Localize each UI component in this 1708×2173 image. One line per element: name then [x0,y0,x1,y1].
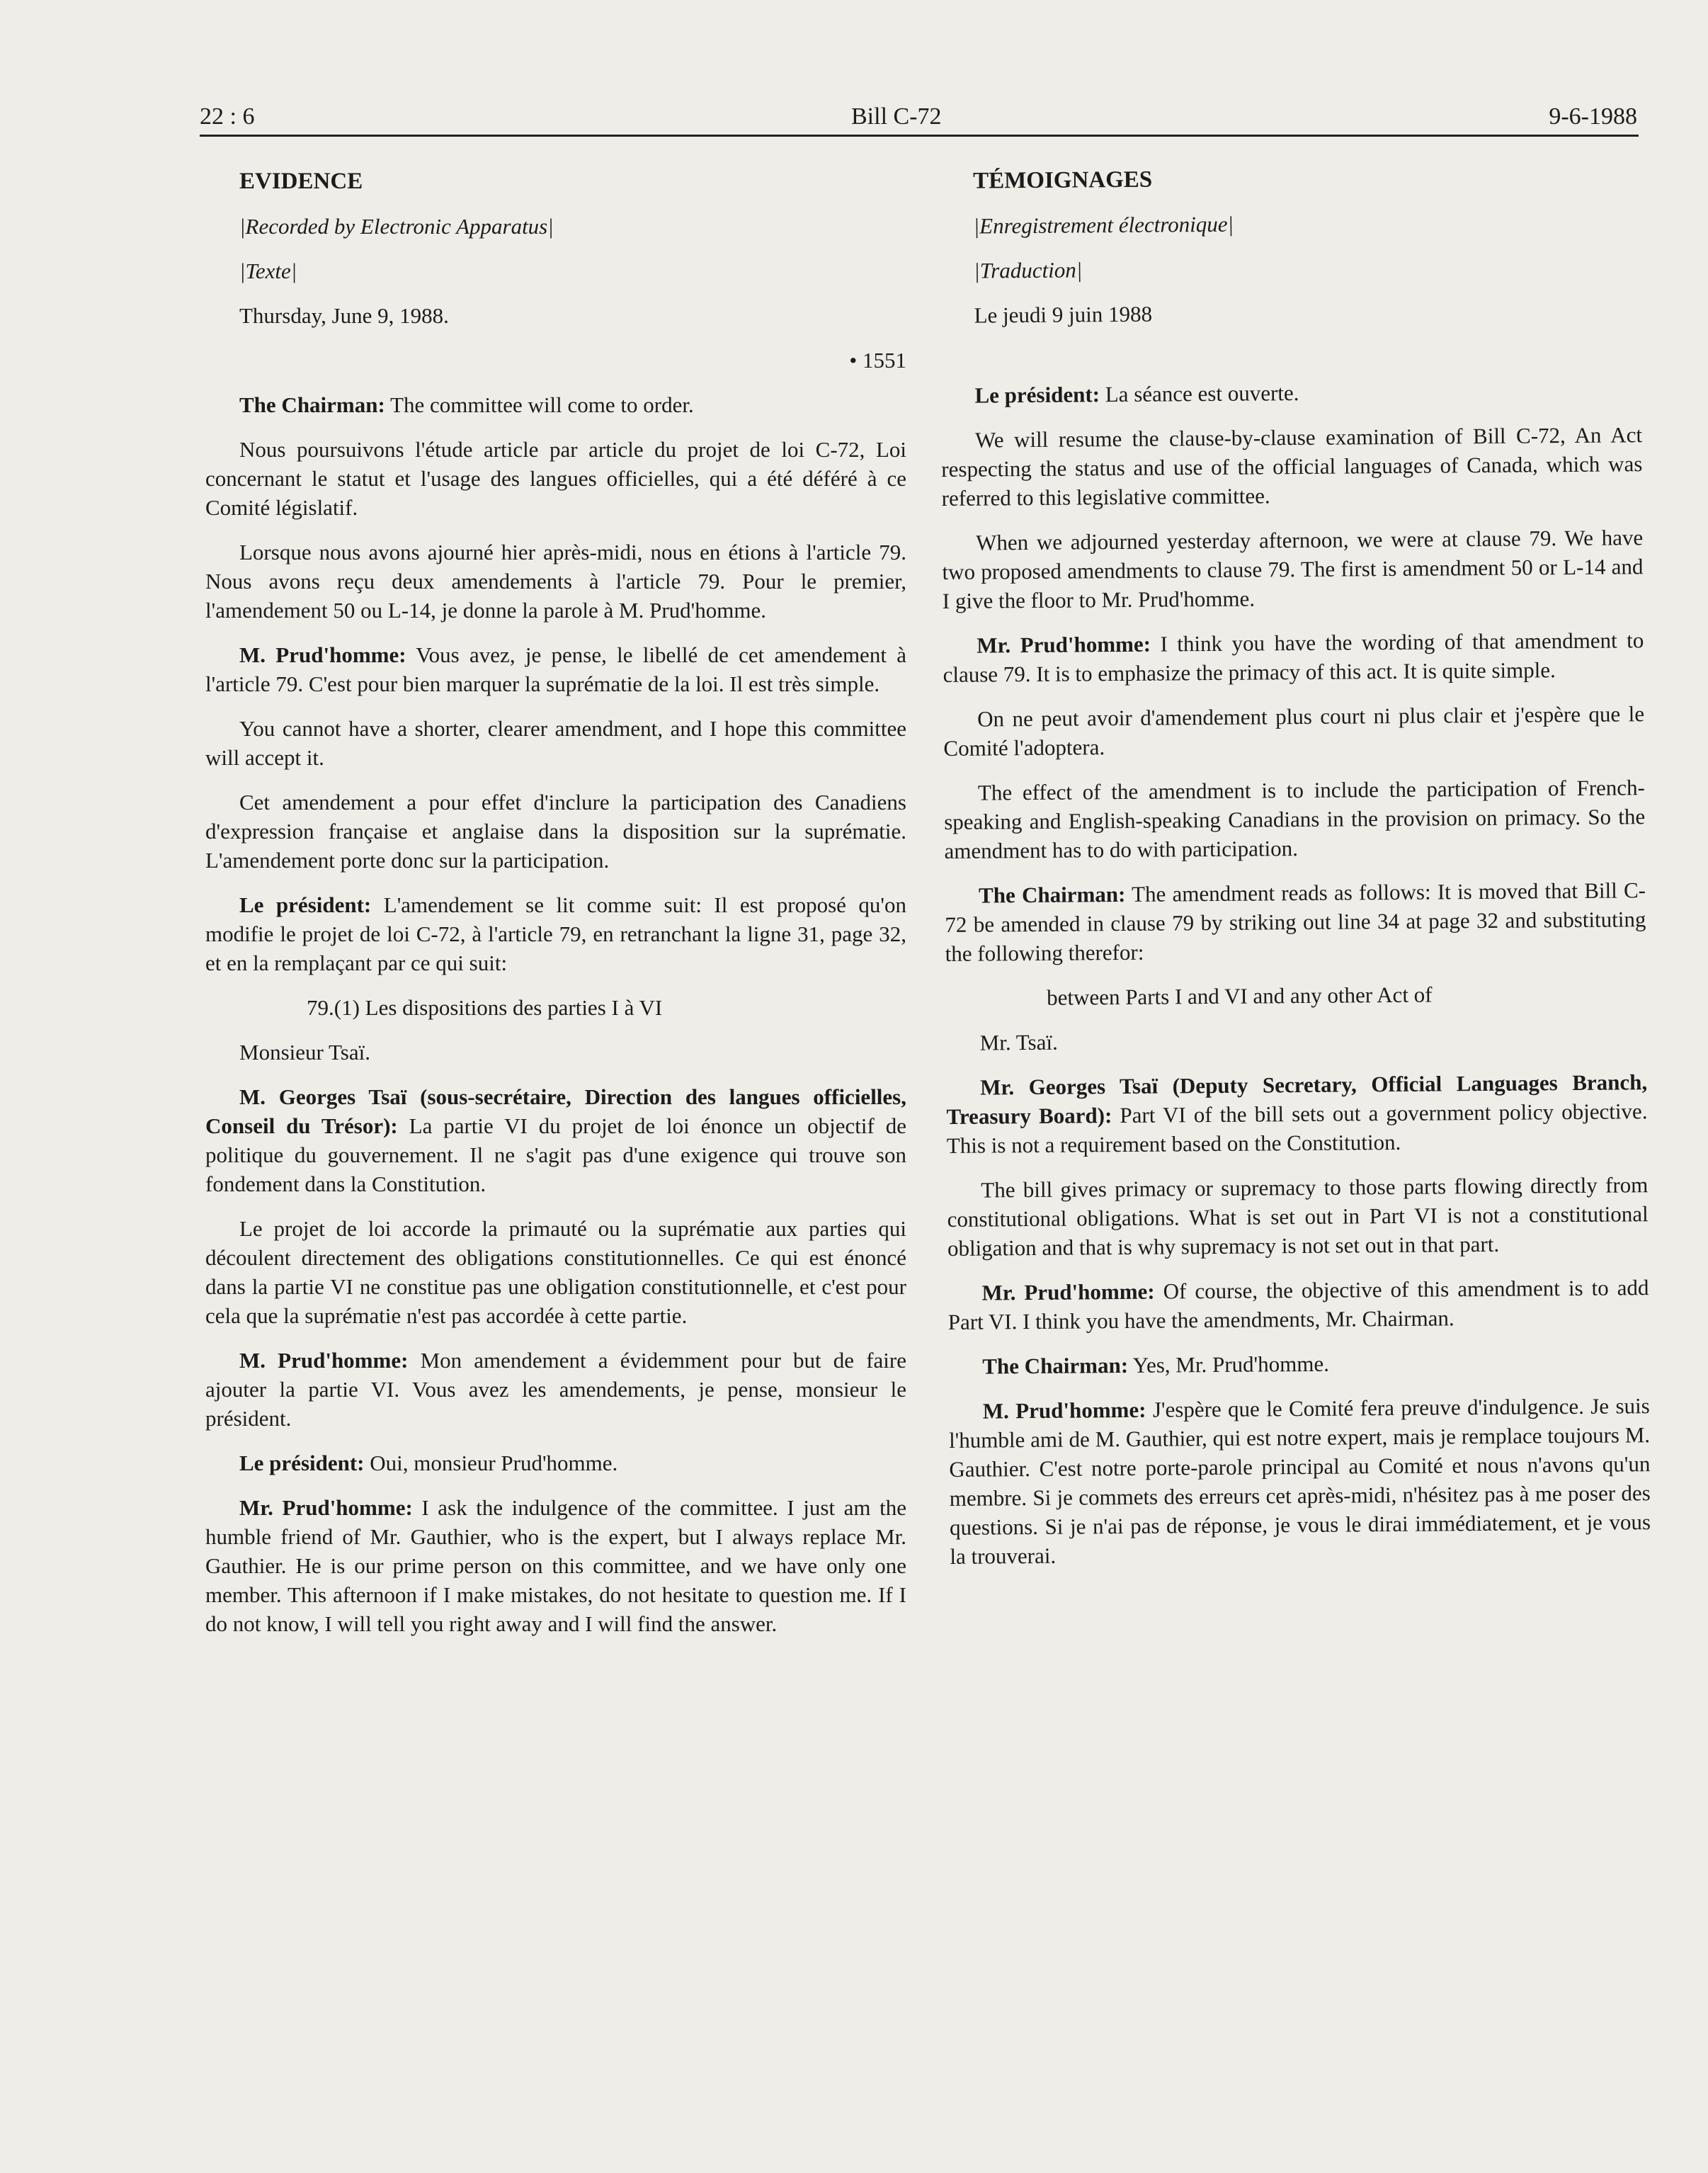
spacer [940,340,1641,381]
speech: Yes, Mr. Prud'homme. [1127,1351,1330,1378]
bill-title: Bill C-72 [851,103,942,130]
speaker: Le président: [239,1451,365,1475]
paragraph [943,625,1644,689]
paragraph: Monsieur Tsaï. [239,1040,370,1065]
recorded-note: |Enregistrement électronique| [973,211,1234,239]
temoignages-heading: TÉMOIGNAGES [973,166,1153,194]
speech: Oui, monsieur Prud'homme. [364,1451,618,1475]
speaker: M. Georges Tsaï (sous-secrétaire, Direction des langues officielles, Conseil du Trésor): [205,1084,906,1138]
timestamp: • 1551 [849,348,906,373]
speaker: Mr. Prud'homme: [981,1278,1155,1305]
speaker: M. Prud'homme: [239,1348,409,1373]
speech: Vous avez, je pense, le libellé de cet amendement à l'article 79. C'est pour bien marquer la suprématie de la loi. Il est très simple. [205,642,906,696]
speech: Of course, the objective of this amendment is to add Part VI. I think you have the amendments, Mr. Chairman. [947,1275,1649,1334]
paragraph [945,875,1646,968]
speech: The committee will come to order. [385,392,694,417]
speech: La partie VI du projet de loi énonce un objectif de politique du gouvernement. Il ne s'agit pas d'une exigence qui trouve son fondement dans la Constitution. [205,1113,906,1196]
speech: L'amendement se lit comme suit: Il est proposé qu'on modifie le projet de loi C-72, à l'article 79, en retranchant la ligne 31, page 32, et en la remplaçant par ce qui suit: [205,892,907,975]
paragraph [949,1391,1651,1571]
left-column [205,167,906,1654]
texte-note: |Texte| [239,259,297,283]
paragraph [205,1346,906,1433]
amendment-quote: 79.(1) Les dispositions des parties I à VI [307,995,663,1020]
paragraph [940,375,1641,410]
speaker: M. Prud'homme: [239,642,406,667]
paragraph [947,1273,1649,1337]
speaker: Le président: [974,382,1100,408]
speaker: M. Prud'homme: [982,1397,1146,1424]
session-date: Thursday, June 9, 1988. [239,303,449,328]
speech: J'espère que le Comité fera preuve d'indulgence. Je suis l'humble ami de M. Gauthier, qui est notre expert, mais je remplace toujours M. Gauthier. C'est notre porte-parole principal au Comité et nous n'avons qu'un membre. Si je commets des erreurs cet après-midi, n'hésitez pas à me poser des questions. Si je n'ai pas de réponse, je vous le dirai immédiatement, et je vous la trouverai. [948,1393,1651,1569]
paragraph [946,1067,1648,1160]
paragraph: You cannot have a shorter, clearer amendment, and I hope this committee will accept it. [205,716,906,770]
right-column [939,161,1651,1587]
paragraph: When we adjourned yesterday afternoon, we were at clause 79. We have two proposed amendments to clause 79. The first is amendment 50 or L-14 and I give the floor to Mr. Prud'homme. [942,525,1644,613]
paragraph: Cet amendement a pour effet d'inclure la participation des Canadiens d'expression française et anglaise dans la disposition sur la suprématie. L'amendement porte donc sur la participation. [205,790,906,873]
paragraph [205,1448,906,1477]
speaker: The Chairman: [239,392,385,417]
session-date: Le jeudi 9 juin 1988 [974,301,1153,328]
paragraph: Le projet de loi accorde la primauté ou la suprématie aux parties qui découlent directement des obligations constitutionnelles. Ce qui est énoncé dans la partie VI ne constitue pas une obligation constitutionnelle, et c'est pour cela que la suprématie n'est pas accordée à cette partie. [205,1216,906,1328]
speaker: Le président: [239,892,372,917]
speaker: Mr. Georges Tsaï (Deputy Secretary, Official Languages Branch, Treasury Board): [946,1070,1648,1129]
speaker: The Chairman: [982,1352,1129,1379]
speech: La séance est ouverte. [1099,380,1299,407]
paragraph [948,1346,1649,1381]
page-number: 22 : 6 [200,103,255,130]
speaker: Mr. Prud'homme: [977,631,1151,658]
paragraph [205,390,906,419]
speaker: The Chairman: [978,881,1126,908]
header-rule [200,135,1639,137]
header-date: 9-6-1988 [1549,103,1637,130]
speech: Part VI of the bill sets out a government policy objective. This is not a requirement based on the Constitution. [946,1099,1648,1158]
paragraph [205,1493,906,1638]
traduction-note: |Traduction| [974,257,1083,283]
paragraph: Lorsque nous avons ajourné hier après-midi, nous en étions à l'article 79. Nous avons reçu deux amendements à l'article 79. Pour le premier, l'amendement 50 ou L-14, je donne la parole à M. Prud'homme. [205,540,906,623]
paragraph [205,1082,906,1198]
paragraph: The effect of the amendment is to include the participation of French-speaking and English-speaking Canadians in the provision on primacy. So the amendment has to do with participation. [944,775,1646,863]
speech: Mon amendement a évidemment pour but de faire ajouter la partie VI. Vous avez les amendements, je pense, monsieur le président. [205,1348,906,1431]
paragraph: The bill gives primacy or supremacy to those parts flowing directly from constitutional obligations. What is set out in Part VI is not a constitutional obligation and that is why supremacy is not set out in that part. [947,1172,1649,1261]
speech: I think you have the wording of that amendment to clause 79. It is to emphasize the primacy of this act. It is quite simple. [943,628,1644,687]
speech: The amendment reads as follows: It is moved that Bill C-72 be amended in clause 79 by striking out line 34 at page 32 and substituting the following therefor: [945,878,1646,966]
recorded-note: |Recorded by Electronic Apparatus| [239,214,554,239]
paragraph: On ne peut avoir d'amendement plus court ni plus clair et j'espère que le Comité l'adoptera. [943,701,1645,761]
paragraph: Mr. Tsaï. [979,1029,1058,1055]
paragraph [205,890,906,977]
paragraph: We will resume the clause-by-clause examination of Bill C-72, An Act respecting the status and use of the official languages of Canada, which was referred to this legislative committee. [941,422,1643,511]
amendment-quote: between Parts I and VI and any other Act of [1047,982,1433,1010]
paragraph [205,640,906,698]
speaker: Mr. Prud'homme: [239,1495,413,1520]
paragraph: Nous poursuivons l'étude article par article du projet de loi C-72, Loi concernant le statut et l'usage des langues officielles, qui a été déféré à ce Comité législatif. [205,437,906,520]
page-header [200,96,1637,137]
evidence-heading: EVIDENCE [239,169,363,194]
speech: I ask the indulgence of the committee. I just am the humble friend of Mr. Gauthier, who is the expert, but I always replace Mr. Gauthier. He is our prime person on this committee, and we have only one member. This afternoon if I make mistakes, do not hesitate to question me. If I do not know, I will tell you right away and I will find the answer. [205,1495,906,1636]
